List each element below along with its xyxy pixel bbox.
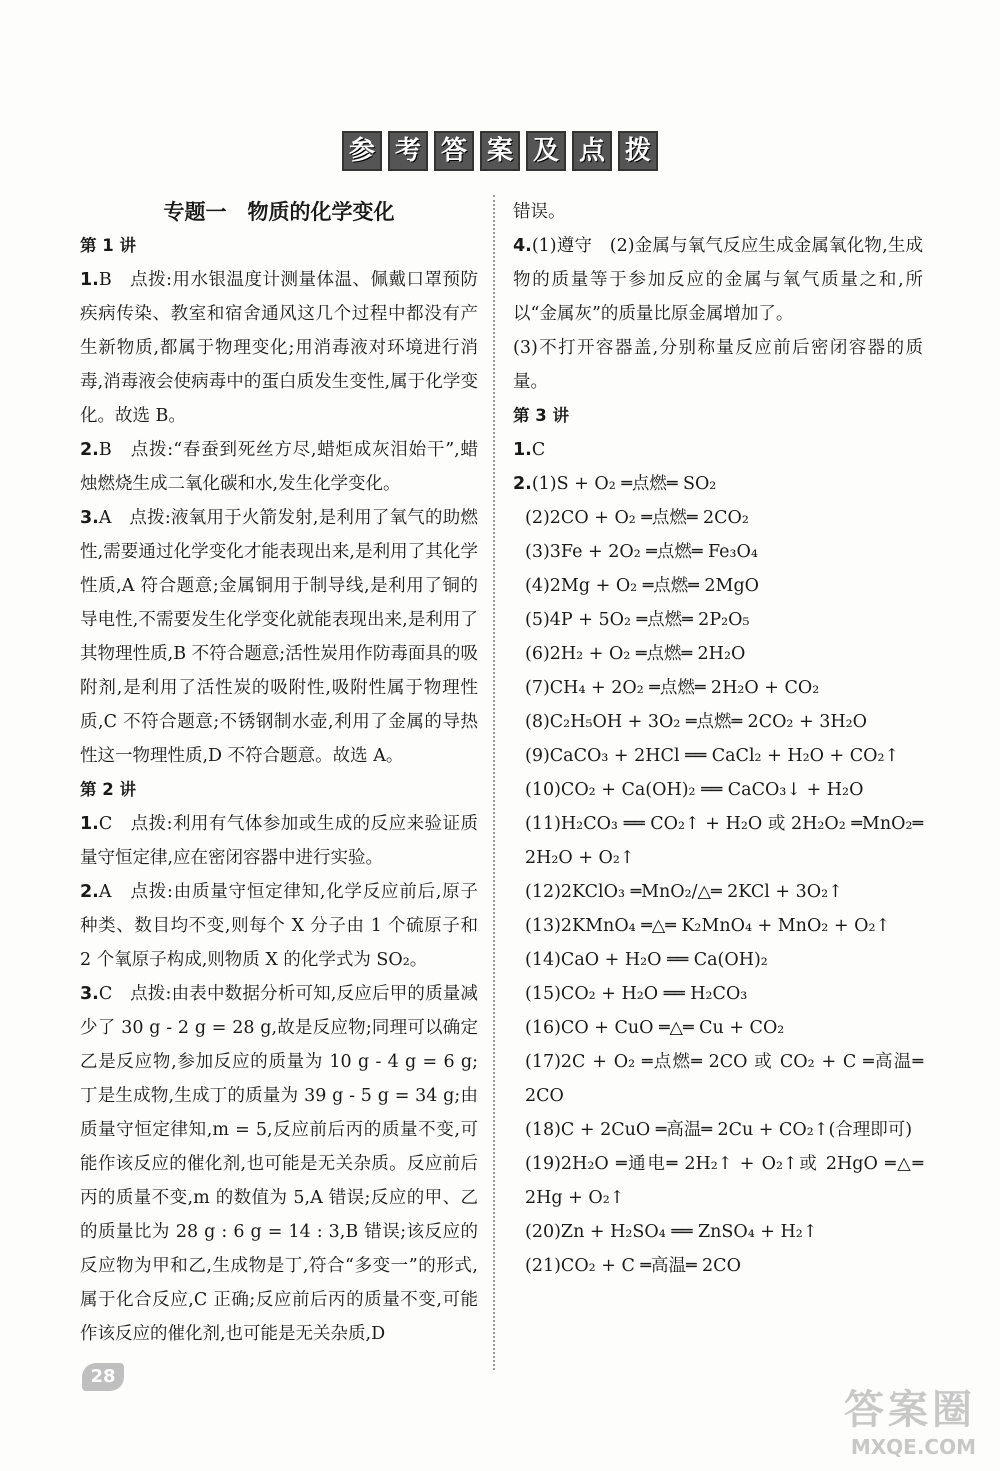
equation-line: (13)2KMnO₄ ═△═ K₂MnO₄ + MnO₂ + O₂↑ (525, 916, 891, 936)
answer-number: 1. (513, 440, 532, 460)
equation-line: (19)2H₂O ═通电═ 2H₂↑ + O₂↑或 2HgO ═△═ 2Hg + O₂↑ (525, 1154, 923, 1208)
left-column (80, 195, 478, 1351)
left-items (80, 229, 478, 1351)
answer-item (80, 501, 478, 773)
watermark-url: MXQE.COM (850, 1435, 976, 1459)
column-divider (493, 195, 495, 1370)
answer-number: 2. (80, 440, 99, 460)
answer-continuation: (3)不打开容器盖,分别称量反应前后密闭容器的质量。 (513, 338, 923, 392)
answer-text: (1)遵守 (2)金属与氧气反应生成金属氧化物,生成物的质量等于参加反应的金属与氧气质量之和,所以“金属灰”的质量比原金属增加了。 (513, 236, 923, 324)
answer-number: 2. (513, 474, 532, 494)
equation-line: (14)CaO + H₂O ══ Ca(OH)₂ (525, 950, 768, 970)
answer-item (513, 433, 923, 467)
answer-number: 1. (80, 814, 99, 834)
page-number: 28 (82, 1363, 124, 1391)
title-char: 参 (342, 131, 382, 171)
title-char: 及 (526, 131, 566, 171)
watermark-text: 答案圈 (844, 1387, 976, 1433)
equation-line: (3)3Fe + 2O₂ ═点燃═ Fe₃O₄ (525, 542, 758, 562)
answer-key-title (0, 131, 1000, 171)
answer-number: 1. (80, 270, 99, 290)
answer-text: A 点拨:液氧用于火箭发射,是利用了氧气的助燃性,需要通过化学变化才能表现出来,是利用了其化学性质,A 符合题意;金属铜用于制导线,是利用了铜的导电性,不需要发生化学变化就能表现出来,是利用了其物理性质,B 不符合题意;活性炭用作防毒面具的吸附剂,是利用了活性炭的吸附性,吸附性属于物理性质,C 不符合题意;不锈钢制水壶,利用了金属的导热性这一物理性质,D 不符合题意。故选 A。 (80, 508, 478, 766)
title-chars (342, 131, 658, 171)
answer-continuation: 错误。 (513, 202, 566, 222)
title-char: 答 (434, 131, 474, 171)
answer-number: 3. (80, 984, 99, 1004)
equation-line: (20)Zn + H₂SO₄ ══ ZnSO₄ + H₂↑ (525, 1222, 818, 1242)
equation-line: (15)CO₂ + H₂O ══ H₂CO₃ (525, 984, 748, 1004)
answer-number: 3. (80, 508, 99, 528)
right-items (513, 195, 923, 1283)
answer-text: B 点拨:用水银温度计测量体温、佩戴口罩预防疾病传染、教室和宿舍通风这几个过程中都没有产生新物质,都属于物理变化;用消毒液对环境进行消毒,消毒液会使病毒中的蛋白质发生变性,属于化学变化。故选 B。 (80, 270, 478, 426)
equation-line: (18)C + 2CuO ═高温═ 2Cu + CO₂↑(合理即可) (525, 1120, 913, 1140)
equation-line: (17)2C + O₂ ═点燃═ 2CO 或 CO₂ + C ═高温═ 2CO (525, 1052, 923, 1106)
equation-line: (12)2KClO₃ ═MnO₂/△═ 2KCl + 3O₂↑ (525, 882, 843, 902)
answer-number: 4. (513, 236, 532, 256)
equation-line: (5)4P + 5O₂ ═点燃═ 2P₂O₅ (525, 610, 750, 630)
answer-text: C (531, 440, 546, 460)
answer-item (513, 229, 923, 331)
answer-number: 2. (80, 882, 99, 902)
equation-line: (8)C₂H₅OH + 3O₂ ═点燃═ 2CO₂ + 3H₂O (525, 712, 867, 732)
answer-item (80, 977, 478, 1351)
lecture-heading: 第 3 讲 (513, 406, 569, 425)
answer-item (513, 467, 923, 501)
answer-text: (1)S + O₂ ═点燃═ SO₂ (531, 474, 717, 494)
title-char: 拨 (618, 131, 658, 171)
right-column (513, 195, 923, 1283)
equation-line: (6)2H₂ + O₂ ═点燃═ 2H₂O (525, 644, 746, 664)
equation-line: (10)CO₂ + Ca(OH)₂ ══ CaCO₃↓ + H₂O (525, 780, 864, 800)
answer-text: B 点拨:“春蚕到死丝方尽,蜡炬成灰泪始干”,蜡烛燃烧生成二氧化碳和水,发生化学变化。 (80, 440, 478, 494)
equation-line: (9)CaCO₃ + 2HCl ══ CaCl₂ + H₂O + CO₂↑ (525, 746, 900, 766)
equation-line: (4)2Mg + O₂ ═点燃═ 2MgO (525, 576, 759, 596)
answer-item (80, 807, 478, 875)
title-char: 点 (572, 131, 612, 171)
answer-item (80, 875, 478, 977)
watermark-logo (844, 1378, 976, 1459)
equation-line: (21)CO₂ + C ═高温═ 2CO (525, 1256, 741, 1276)
answer-item (80, 433, 478, 501)
answer-item (80, 263, 478, 433)
lecture-heading: 第 2 讲 (80, 780, 136, 799)
equation-line: (7)CH₄ + 2O₂ ═点燃═ 2H₂O + CO₂ (525, 678, 820, 698)
equation-line: (16)CO + CuO ═△═ Cu + CO₂ (525, 1018, 785, 1038)
answer-text: C 点拨:利用有气体参加或生成的反应来验证质量守恒定律,应在密闭容器中进行实验。 (80, 814, 478, 868)
title-char: 案 (480, 131, 520, 171)
equation-line: (11)H₂CO₃ ══ CO₂↑ + H₂O 或 2H₂O₂ ═MnO₂═ 2H₂O + O₂↑ (525, 814, 923, 868)
equation-line: (2)2CO + O₂ ═点燃═ 2CO₂ (525, 508, 749, 528)
answer-text: C 点拨:由表中数据分析可知,反应后甲的质量减少了 30 g - 2 g = 28 g,故是反应物;同理可以确定乙是反应物,参加反应的质量为 10 g - 4 g = 6 g;丁是生成物,生成丁的质量为 39 g - 5 g = 34 g;由质量守恒定律知,m = 5,反应前后丙的质量不变,可能作该反应的催化剂,也可能是无关杂质。反应前后丙的质量不变,m 的数值为 5,A 错误;反应的甲、乙的质量比为 28 g : 6 g = 14 : 3,B 错误;该反应的反应物为甲和乙,生成物是丁,符合“多变一”的形式,属于化合反应,C 正确;反应前后丙的质量不变,可能作该反应的催化剂,也可能是无关杂质,D (80, 984, 478, 1344)
answer-text: A 点拨:由质量守恒定律知,化学反应前后,原子种类、数目均不变,则每个 X 分子由 1 个硫原子和 2 个氧原子构成,则物质 X 的化学式为 SO₂。 (80, 882, 478, 970)
title-char: 考 (388, 131, 428, 171)
lecture-heading: 第 1 讲 (80, 236, 136, 255)
section-title: 专题一 物质的化学变化 (163, 200, 395, 224)
